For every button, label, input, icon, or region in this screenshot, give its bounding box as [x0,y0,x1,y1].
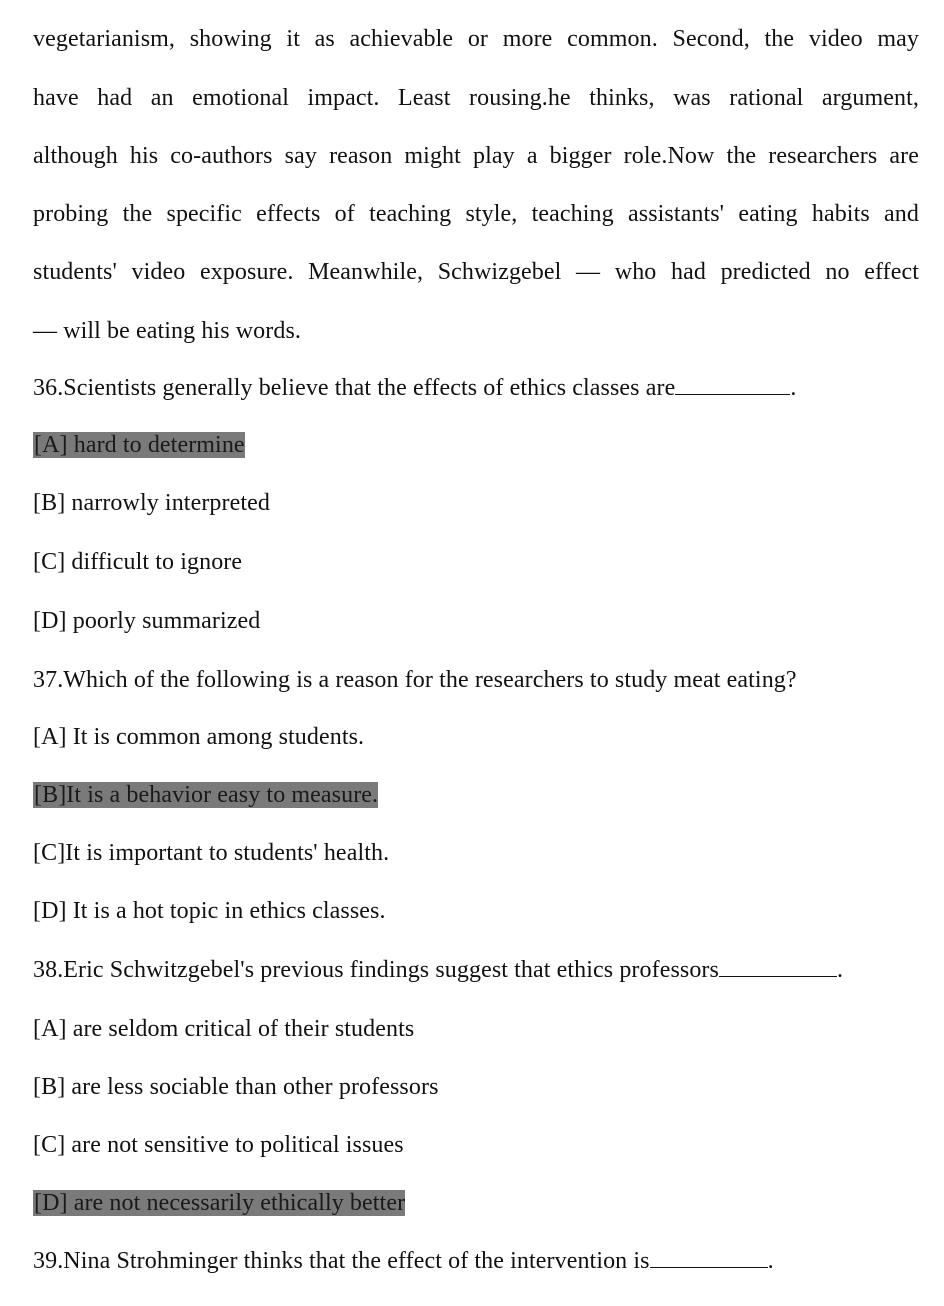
option-text: [C]It is important to students' health. [33,840,390,866]
option-text-highlighted: [B]It is a behavior easy to measure. [34,782,379,808]
question-36-option-a [33,430,245,460]
passage-line: probing the specific effects of teaching style, teaching assistants' eating habits and [33,201,919,227]
question-36-stem [33,373,796,403]
question-38-option-c [33,1130,404,1160]
question-37-option-b [33,780,378,810]
question-37-option-c [33,838,389,868]
question-stem-end: . [836,957,844,983]
passage-line: students' video exposure. Meanwhile, Schwizgebel — who had predicted no effect [33,259,919,285]
passage-line: vegetarianism, showing it as achievable or more common. Second, the video may [33,26,919,52]
answer-blank [719,958,837,977]
option-text: [B] are less sociable than other professors [33,1074,439,1100]
question-38-option-d [33,1188,405,1218]
option-text: [C] are not sensitive to political issues [33,1132,404,1158]
question-38-stem [33,955,843,985]
option-text: [D] It is a hot topic in ethics classes. [33,898,386,924]
question-37-stem [33,665,797,695]
question-stem-text: 39.Nina Strohminger thinks that the effect of the intervention is [33,1248,650,1274]
question-37-option-d [33,896,386,926]
question-36-option-b [33,488,270,518]
question-36-option-c [33,547,242,577]
answer-blank [650,1249,768,1268]
option-text: [D] poorly summarized [33,608,261,634]
question-38-option-b [33,1072,439,1102]
option-text: [A] are seldom critical of their students [33,1016,415,1042]
option-text: [B] narrowly interpreted [33,490,270,516]
question-stem-text: 37.Which of the following is a reason for the researchers to study meat eating? [33,667,797,693]
question-stem-end: . [790,375,797,401]
passage-line: — will be eating his words. [33,318,302,344]
passage-line: although his co-authors say reason might play a bigger role.Now the researchers are [33,143,919,169]
question-37-option-a [33,722,364,752]
option-text: [C] difficult to ignore [33,549,243,575]
question-stem-text: 38.Eric Schwitzgebel's previous findings suggest that ethics professors [33,957,719,983]
question-39-stem [33,1246,774,1276]
question-stem-end: . [767,1248,774,1274]
answer-blank [675,376,790,395]
option-text-highlighted: [A] hard to determine [34,432,245,458]
passage-line: have had an emotional impact. Least rousing.he thinks, was rational argument, [33,85,919,111]
option-text-highlighted: [D] are not necessarily ethically better [34,1190,406,1216]
option-text: [A] It is common among students. [33,724,365,750]
question-stem-text: 36.Scientists generally believe that the effects of ethics classes are [33,375,676,401]
question-38-option-a [33,1014,414,1044]
question-36-option-d [33,606,260,636]
